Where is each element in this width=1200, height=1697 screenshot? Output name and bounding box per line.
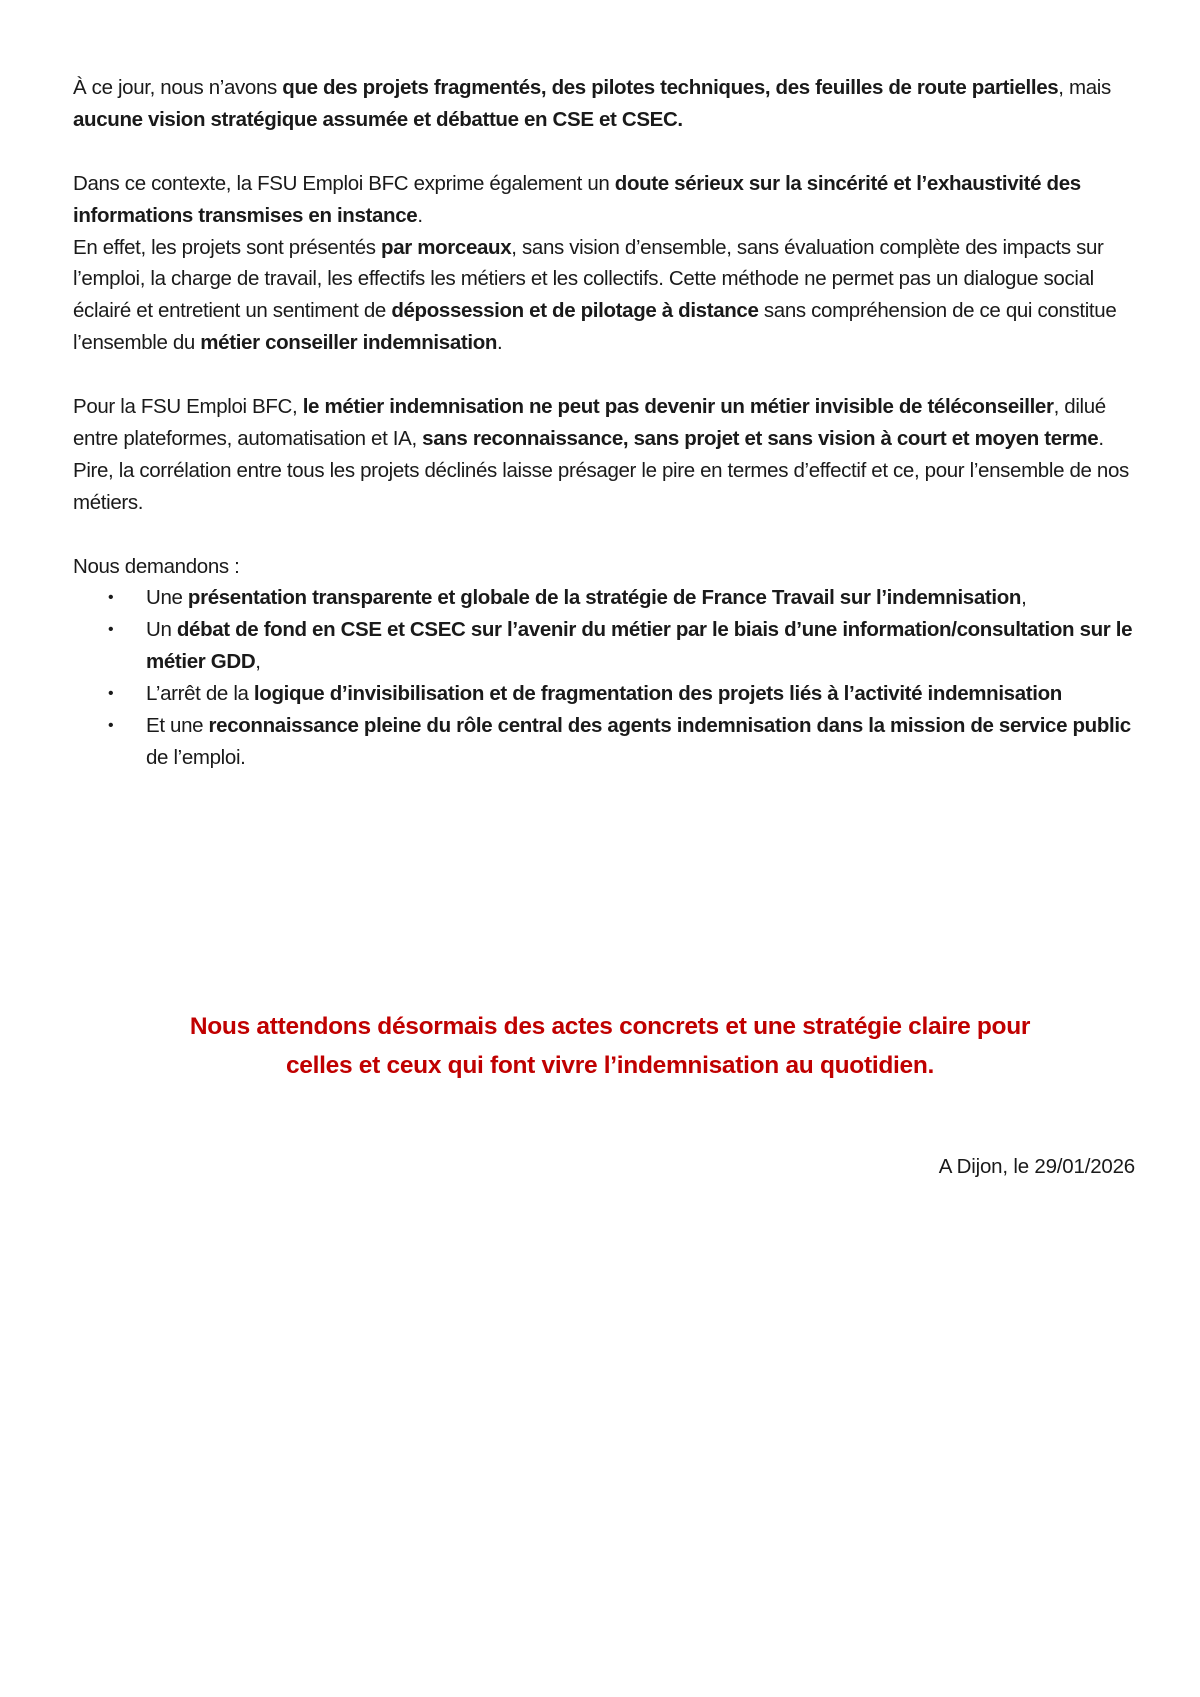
text: . <box>497 331 503 355</box>
bold-text: métier conseiller indemnisation <box>200 331 498 355</box>
bold-text: reconnaissance pleine du rôle central des agents indemnisation dans la mission de service public <box>208 714 1131 738</box>
text: . <box>417 203 423 227</box>
bold-text: logique d’invisibilisation et de fragmentation des projets liés à l’activité indemnisation <box>253 682 1062 706</box>
text: , sans vision d’ensemble, sans évaluation complète des impacts sur l’emploi, la charge de travail, les effectifs les métiers et les collectifs. Cette méthode ne permet pas un dialogue social éclairé et entretient un sentiment de <box>73 235 1104 323</box>
paragraph-doubt <box>73 168 1133 359</box>
demand-item <box>108 614 1133 678</box>
text: , <box>255 650 261 674</box>
text: L’arrêt de la <box>146 682 254 706</box>
demand-item <box>108 710 1133 774</box>
text: Pire, la corrélation entre tous les projets déclinés laisse présager le pire en termes d’effectif et ce, pour l’ensemble de nos métiers. <box>73 458 1129 514</box>
bold-text: par morceaux <box>381 235 512 259</box>
text: de l’emploi. <box>146 745 246 769</box>
bold-text: dépossession et de pilotage à distance <box>391 299 759 323</box>
text: Pour la FSU Emploi BFC, <box>73 395 303 419</box>
bullet-icon: • <box>108 621 114 639</box>
text: . <box>1098 426 1104 450</box>
demand-item <box>108 582 1133 614</box>
text: , <box>1021 586 1027 610</box>
bullet-icon: • <box>108 685 114 703</box>
text: En effet, les projets sont présentés <box>73 235 382 259</box>
text: Dans ce contexte, la FSU Emploi BFC exprime également un <box>73 171 615 195</box>
text: sans compréhension de ce qui constitue l’ensemble du <box>73 299 1117 355</box>
bold-text: doute sérieux sur la sincérité et l’exhaustivité des informations transmises en instance <box>73 171 1081 227</box>
bold-text: sans reconnaissance, sans projet et sans vision à court et moyen terme <box>422 426 1099 450</box>
conclusion-line-1: Nous attendons désormais des actes concrets et une stratégie claire pour <box>189 1013 1031 1040</box>
spacer <box>73 359 1133 391</box>
text: , dilué entre plateformes, automatisation et IA, <box>73 395 1106 450</box>
conclusion-line-2: celles et ceux qui font vivre l’indemnisation au quotidien. <box>285 1052 934 1079</box>
bold-text: aucune vision stratégique assumée et débattue en CSE et CSEC. <box>73 107 683 131</box>
bold-text: débat de fond en CSE et CSEC sur l’avenir du métier par le biais d’une information/consultation sur le métier GDD <box>146 618 1133 674</box>
text: Un <box>146 618 177 642</box>
text: , mais <box>1058 76 1111 99</box>
document-body <box>73 72 1133 774</box>
bullet-icon: • <box>108 717 114 735</box>
signature-place-date: A Dijon, le 29/01/2026 <box>938 1155 1135 1178</box>
bullet-icon: • <box>108 589 114 607</box>
paragraph-fragmented-projects <box>73 72 1133 136</box>
conclusion-statement <box>80 1007 1140 1085</box>
bold-text: le métier indemnisation ne peut pas devenir un métier invisible de téléconseiller <box>302 395 1054 419</box>
text: Et une <box>146 714 209 738</box>
demands-list <box>73 582 1133 773</box>
bold-text: que des projets fragmentés, des pilotes techniques, des feuilles de route partielles <box>282 76 1059 99</box>
text: À ce jour, nous n’avons <box>73 76 283 99</box>
spacer <box>73 519 1133 551</box>
demands-intro: Nous demandons : <box>73 554 240 578</box>
demand-item <box>108 678 1133 710</box>
paragraph-fsu-position <box>73 391 1133 519</box>
spacer <box>73 136 1133 168</box>
text: Une <box>146 586 188 610</box>
bold-text: présentation transparente et globale de la stratégie de France Travail sur l’indemnisation <box>187 586 1022 610</box>
